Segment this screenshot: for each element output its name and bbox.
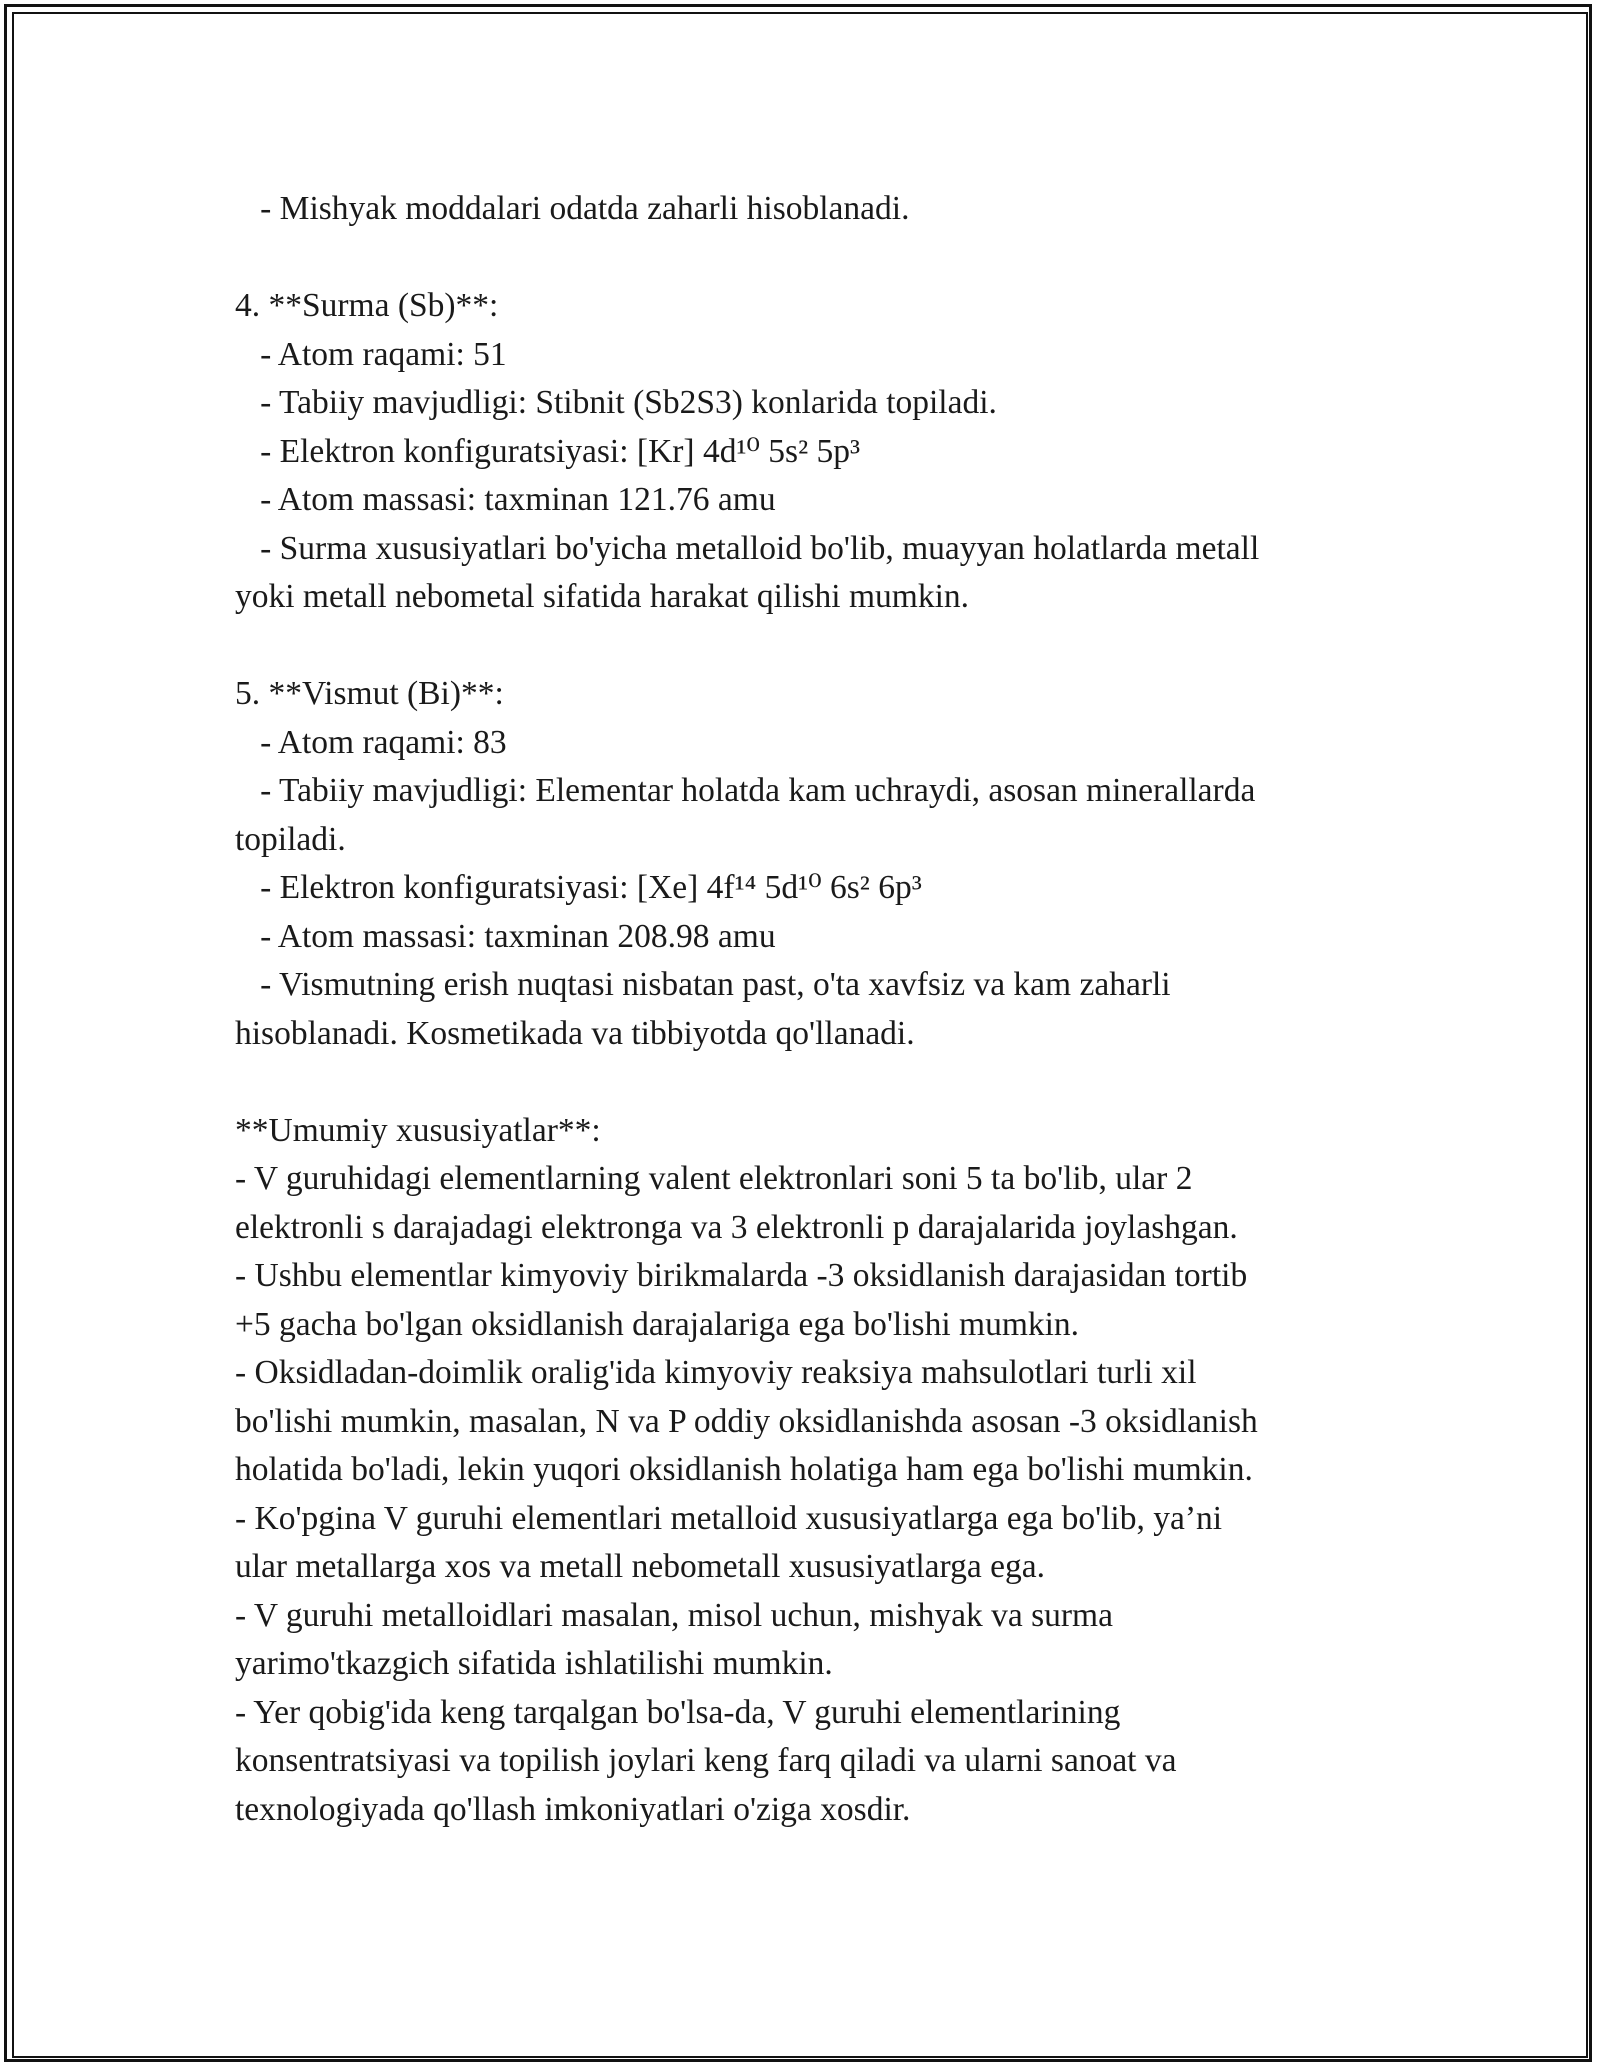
text-line: yarimo'tkazgich sifatida ishlatilishi mumkin. [235, 1645, 833, 1682]
text-line: - Mishyak moddalari odatda zaharli hisoblanadi. [235, 190, 910, 227]
text-line: - Tabiiy mavjudligi: Elementar holatda kam uchraydi, asosan minerallarda [235, 772, 1256, 809]
section-heading-vismut: 5. **Vismut (Bi)**: [235, 675, 504, 712]
text-line: texnologiyada qo'llash imkoniyatlari o'ziga xosdir. [235, 1790, 911, 1828]
text-line: bo'lishi mumkin, masalan, N va P oddiy oksidlanishda asosan -3 oksidlanish [235, 1402, 1258, 1440]
text-line: - Yer qobig'ida keng tarqalgan bo'lsa-da, V guruhi elementlarining [235, 1693, 1121, 1731]
text-line: topiladi. [235, 820, 346, 858]
text-line: - Ushbu elementlar kimyoviy birikmalarda -3 oksidlanish darajasidan tortib [235, 1257, 1248, 1294]
text-line: - Ko'pgina V guruhi elementlari metalloid xususiyatlarga ega bo'lib, ya’ni [235, 1499, 1223, 1537]
text-line: - V guruhidagi elementlarning valent elektronlari soni 5 ta bo'lib, ular 2 [235, 1160, 1193, 1197]
text-line: - Surma xususiyatlari bo'yicha metalloid bo'lib, muayyan holatlarda metall [235, 529, 1260, 567]
text-line: - Oksidladan-doimlik oralig'ida kimyoviy reaksiya mahsulotlari turli xil [235, 1354, 1197, 1391]
document-body [235, 185, 1385, 1834]
text-line: holatida bo'ladi, lekin yuqori oksidlanish holatiga ham ega bo'lishi mumkin. [235, 1451, 1253, 1488]
text-line: elektronli s darajadagi elektronga va 3 elektronli p darajalarida joylashgan. [235, 1208, 1238, 1246]
text-line: hisoblanadi. Kosmetikada va tibbiyotda qo'llanadi. [235, 1014, 915, 1052]
section-heading-surma: 4. **Surma (Sb)**: [235, 287, 499, 324]
text-line: - Atom raqami: 83 [235, 723, 507, 761]
text-line: - Atom raqami: 51 [235, 335, 507, 373]
text-line: ular metallarga xos va metall nebometall xususiyatlarga ega. [235, 1548, 1045, 1585]
blank-line [235, 622, 1385, 671]
text-line: konsentratsiyasi va topilish joylari keng farq qiladi va ularni sanoat va [235, 1742, 1177, 1779]
text-line: - V guruhi metalloidlari masalan, misol uchun, mishyak va surma [235, 1596, 1113, 1634]
text-line: - Atom massasi: taxminan 121.76 amu [235, 481, 776, 518]
text-line: - Elektron konfiguratsiyasi: [Kr] 4d¹⁰ 5s² 5p³ [235, 432, 861, 470]
text-line: +5 gacha bo'lgan oksidlanish darajalariga ega bo'lishi mumkin. [235, 1305, 1080, 1343]
text-line: - Atom massasi: taxminan 208.98 amu [235, 917, 776, 955]
text-line: - Vismutning erish nuqtasi nisbatan past, o'ta xavfsiz va kam zaharli [235, 966, 1171, 1003]
text-line: yoki metall nebometal sifatida harakat qilishi mumkin. [235, 578, 970, 615]
section-heading-general: **Umumiy xususiyatlar**: [235, 1111, 601, 1149]
blank-line [235, 234, 1385, 283]
text-line: - Tabiiy mavjudligi: Stibnit (Sb2S3) konlarida topiladi. [235, 384, 997, 421]
text-line: - Elektron konfiguratsiyasi: [Xe] 4f¹⁴ 5d¹⁰ 6s² 6p³ [235, 869, 922, 906]
blank-line [235, 1058, 1385, 1107]
